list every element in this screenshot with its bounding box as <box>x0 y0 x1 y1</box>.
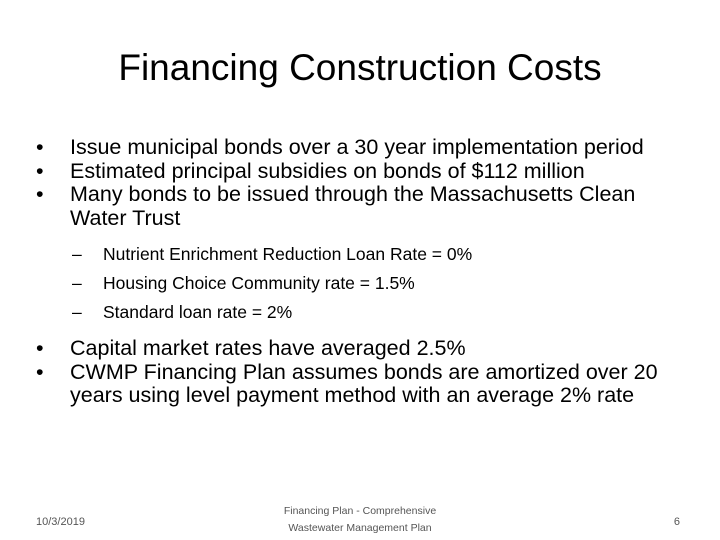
footer-title-line: Financing Plan - Comprehensive <box>283 505 437 517</box>
footer-title-line: Wastewater Management Plan <box>288 522 432 534</box>
sub-bullet-text: Standard loan rate = 2% <box>103 302 293 322</box>
bullet-marker: • <box>36 182 44 206</box>
sub-bullet-marker: – <box>72 302 82 322</box>
footer-title <box>262 503 458 537</box>
bullet-marker: • <box>36 135 44 159</box>
footer-date: 10/3/2019 <box>36 516 85 528</box>
sub-bullet-list <box>72 240 686 327</box>
bullet-item <box>36 183 686 230</box>
bullet-text: Issue municipal bonds over a 30 year implementation period <box>70 135 644 159</box>
bullet-item <box>36 337 686 361</box>
bullet-text: CWMP Financing Plan assumes bonds are amortized over 20 years using level payment method with an average 2% rate <box>70 359 658 407</box>
sub-bullet-item <box>72 298 686 327</box>
bullet-text: Many bonds to be issued through the Massachusetts Clean Water Trust <box>70 182 636 230</box>
bullet-item <box>36 160 686 184</box>
sub-bullet-marker: – <box>72 244 82 264</box>
bullet-item <box>36 361 686 408</box>
sub-bullet-text: Nutrient Enrichment Reduction Loan Rate = 0% <box>103 244 473 264</box>
bullet-marker: • <box>36 336 44 360</box>
bullet-list <box>36 136 686 408</box>
sub-bullet-item <box>72 269 686 298</box>
bullet-item <box>36 136 686 160</box>
sub-bullet-marker: – <box>72 273 82 293</box>
bullet-text: Capital market rates have averaged 2.5% <box>70 336 466 360</box>
sub-bullet-text: Housing Choice Community rate = 1.5% <box>103 273 415 293</box>
page-number: 6 <box>673 516 680 528</box>
sub-bullet-item <box>72 240 686 269</box>
bullet-marker: • <box>36 359 44 384</box>
bullet-text: Estimated principal subsidies on bonds of $112 million <box>70 158 585 183</box>
bullet-marker: • <box>36 158 44 183</box>
slide-title: Financing Construction Costs <box>118 47 602 88</box>
